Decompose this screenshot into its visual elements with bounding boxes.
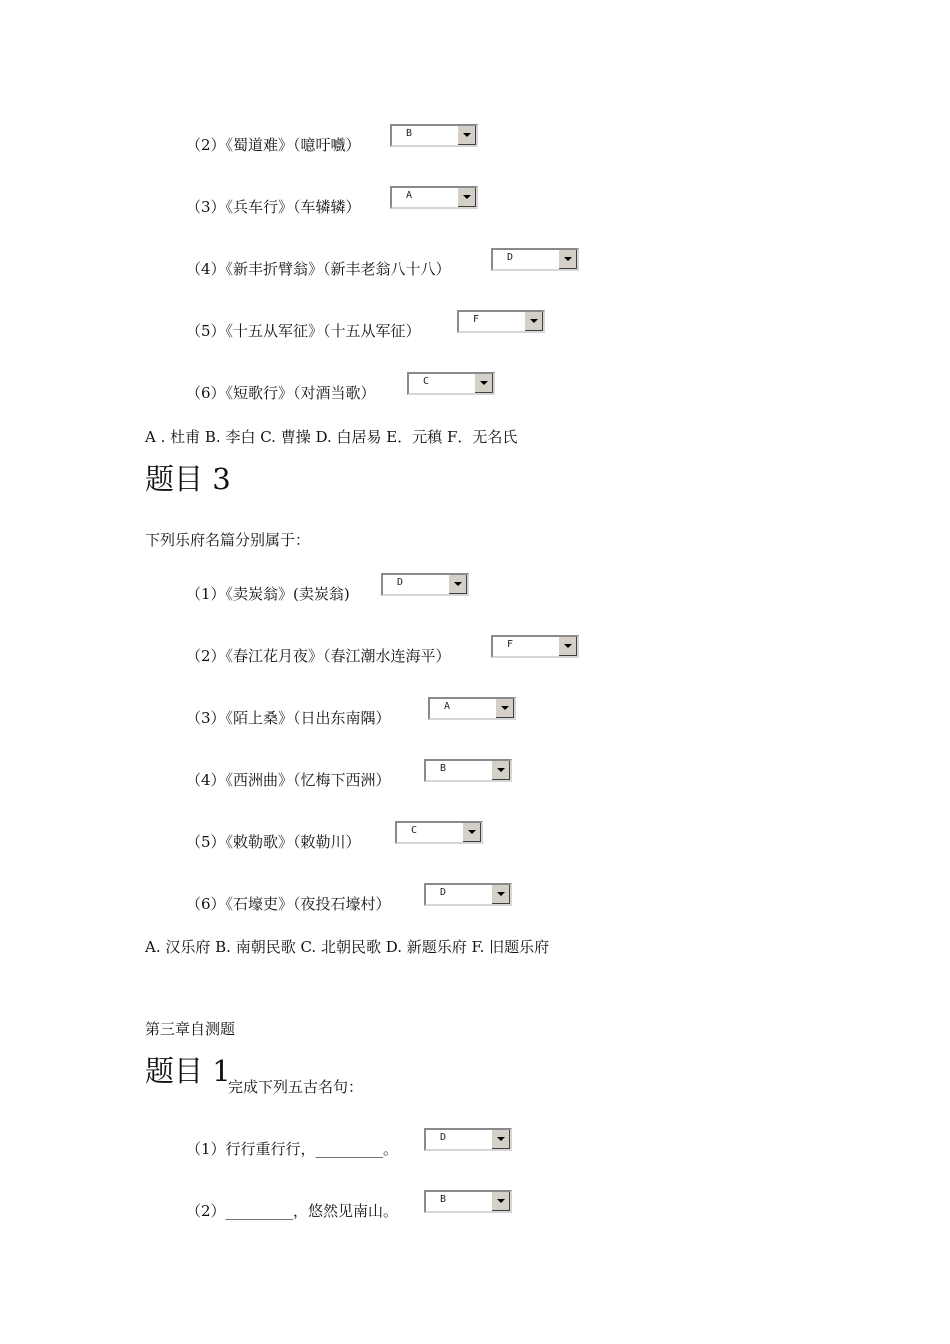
answer-options: A . 杜甫 B. 李白 C. 曹操 D. 白居易 E．元稹 F．无名氏 <box>145 428 518 446</box>
question-item-label: （6）《石壕吏》（夜投石壕村） <box>186 895 391 913</box>
answer-select[interactable] <box>407 372 495 395</box>
chevron-down-icon[interactable] <box>474 374 493 393</box>
answer-select[interactable] <box>424 1190 512 1213</box>
selected-value: A <box>444 701 451 712</box>
chevron-down-icon[interactable] <box>558 250 577 269</box>
selected-value: A <box>406 190 413 201</box>
chevron-down-icon[interactable] <box>448 575 467 594</box>
question-prompt: 完成下列五古名句： <box>228 1078 364 1096</box>
answer-select[interactable] <box>428 697 516 720</box>
question-item-label: （1）《卖炭翁》(卖炭翁) <box>186 585 350 603</box>
selected-value: B <box>440 1194 447 1205</box>
chevron-down-icon[interactable] <box>457 188 476 207</box>
question-item-label: （6）《短歌行》（对酒当歌） <box>186 384 376 402</box>
answer-select[interactable] <box>390 124 478 147</box>
chevron-down-icon[interactable] <box>491 1192 510 1211</box>
chapter-title: 第三章自测题 <box>145 1020 236 1038</box>
question-item-label: （1）行行重行行，_________。 <box>186 1140 399 1158</box>
selected-value: B <box>440 763 447 774</box>
question-item-label: （4）《新丰折臂翁》（新丰老翁八十八） <box>186 260 451 278</box>
selected-value: D <box>397 577 404 588</box>
chevron-down-icon[interactable] <box>524 312 543 331</box>
question-item-label: （2）《春江花月夜》（春江潮水连海平） <box>186 647 451 665</box>
answer-select[interactable] <box>457 310 545 333</box>
answer-select[interactable] <box>424 1128 512 1151</box>
chevron-down-icon[interactable] <box>491 1130 510 1149</box>
question-item-label: （2）《蜀道难》（噫吁嚱） <box>186 136 361 154</box>
answer-options: A. 汉乐府 B. 南朝民歌 C. 北朝民歌 D. 新题乐府 F. 旧题乐府 <box>145 938 550 956</box>
question-prompt: 下列乐府名篇分别属于： <box>145 531 311 549</box>
question-item-label: （3）《兵车行》（车辚辚） <box>186 198 361 216</box>
answer-select[interactable] <box>424 759 512 782</box>
chevron-down-icon[interactable] <box>495 699 514 718</box>
chevron-down-icon[interactable] <box>558 637 577 656</box>
selected-value: C <box>423 376 430 387</box>
chevron-down-icon[interactable] <box>457 126 476 145</box>
selected-value: F <box>507 639 514 650</box>
chevron-down-icon[interactable] <box>491 885 510 904</box>
answer-select[interactable] <box>381 573 469 596</box>
selected-value: F <box>473 314 480 325</box>
question-item-label: （2）_________，悠然见南山。 <box>186 1202 399 1220</box>
selected-value: D <box>440 1132 447 1143</box>
question-item-label: （4）《西洲曲》（忆梅下西洲） <box>186 771 391 789</box>
question-heading: 题目 3 <box>145 462 231 496</box>
answer-select[interactable] <box>491 635 579 658</box>
question-heading: 题目 1 <box>145 1054 231 1088</box>
selected-value: D <box>507 252 514 263</box>
answer-select[interactable] <box>491 248 579 271</box>
question-item-label: （5）《敕勒歌》（敕勒川） <box>186 833 361 851</box>
selected-value: B <box>406 128 413 139</box>
answer-select[interactable] <box>395 821 483 844</box>
question-item-label: （3）《陌上桑》（日出东南隅） <box>186 709 391 727</box>
chevron-down-icon[interactable] <box>462 823 481 842</box>
answer-select[interactable] <box>390 186 478 209</box>
selected-value: D <box>440 887 447 898</box>
answer-select[interactable] <box>424 883 512 906</box>
chevron-down-icon[interactable] <box>491 761 510 780</box>
question-item-label: （5）《十五从军征》（十五从军征） <box>186 322 421 340</box>
selected-value: C <box>411 825 418 836</box>
